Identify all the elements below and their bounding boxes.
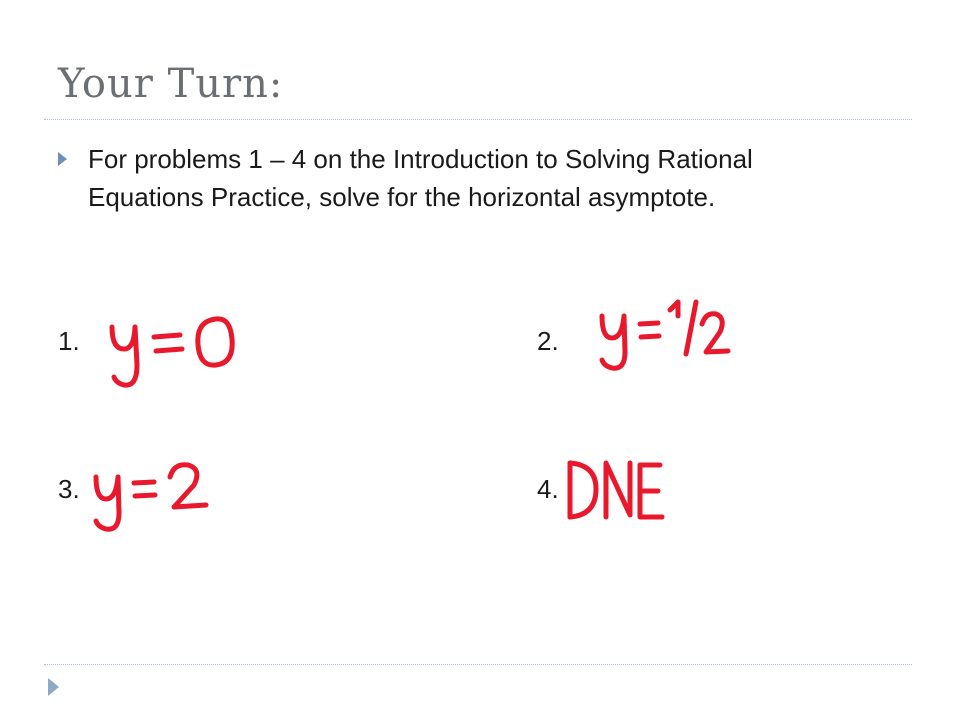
answer-4-handwritten (560, 455, 670, 527)
answer-2-handwritten (594, 296, 734, 378)
answer-3-handwritten (88, 455, 218, 540)
triangle-bullet-icon (58, 152, 67, 166)
problem-1-label: 1. (58, 326, 80, 356)
triangle-footer-icon (48, 678, 59, 696)
problem-2-label: 2. (537, 326, 559, 356)
slide-title: Your Turn: (58, 61, 284, 107)
title-divider (44, 119, 912, 120)
footer-divider (44, 664, 912, 665)
problem-3-label: 3. (58, 474, 80, 504)
problem-4-label: 4. (537, 474, 559, 504)
instruction-text: For problems 1 – 4 on the Introduction to Solving Rational Equations Practice, solve for the horizontal asymptote. (88, 144, 753, 212)
answer-1-handwritten (104, 305, 244, 395)
